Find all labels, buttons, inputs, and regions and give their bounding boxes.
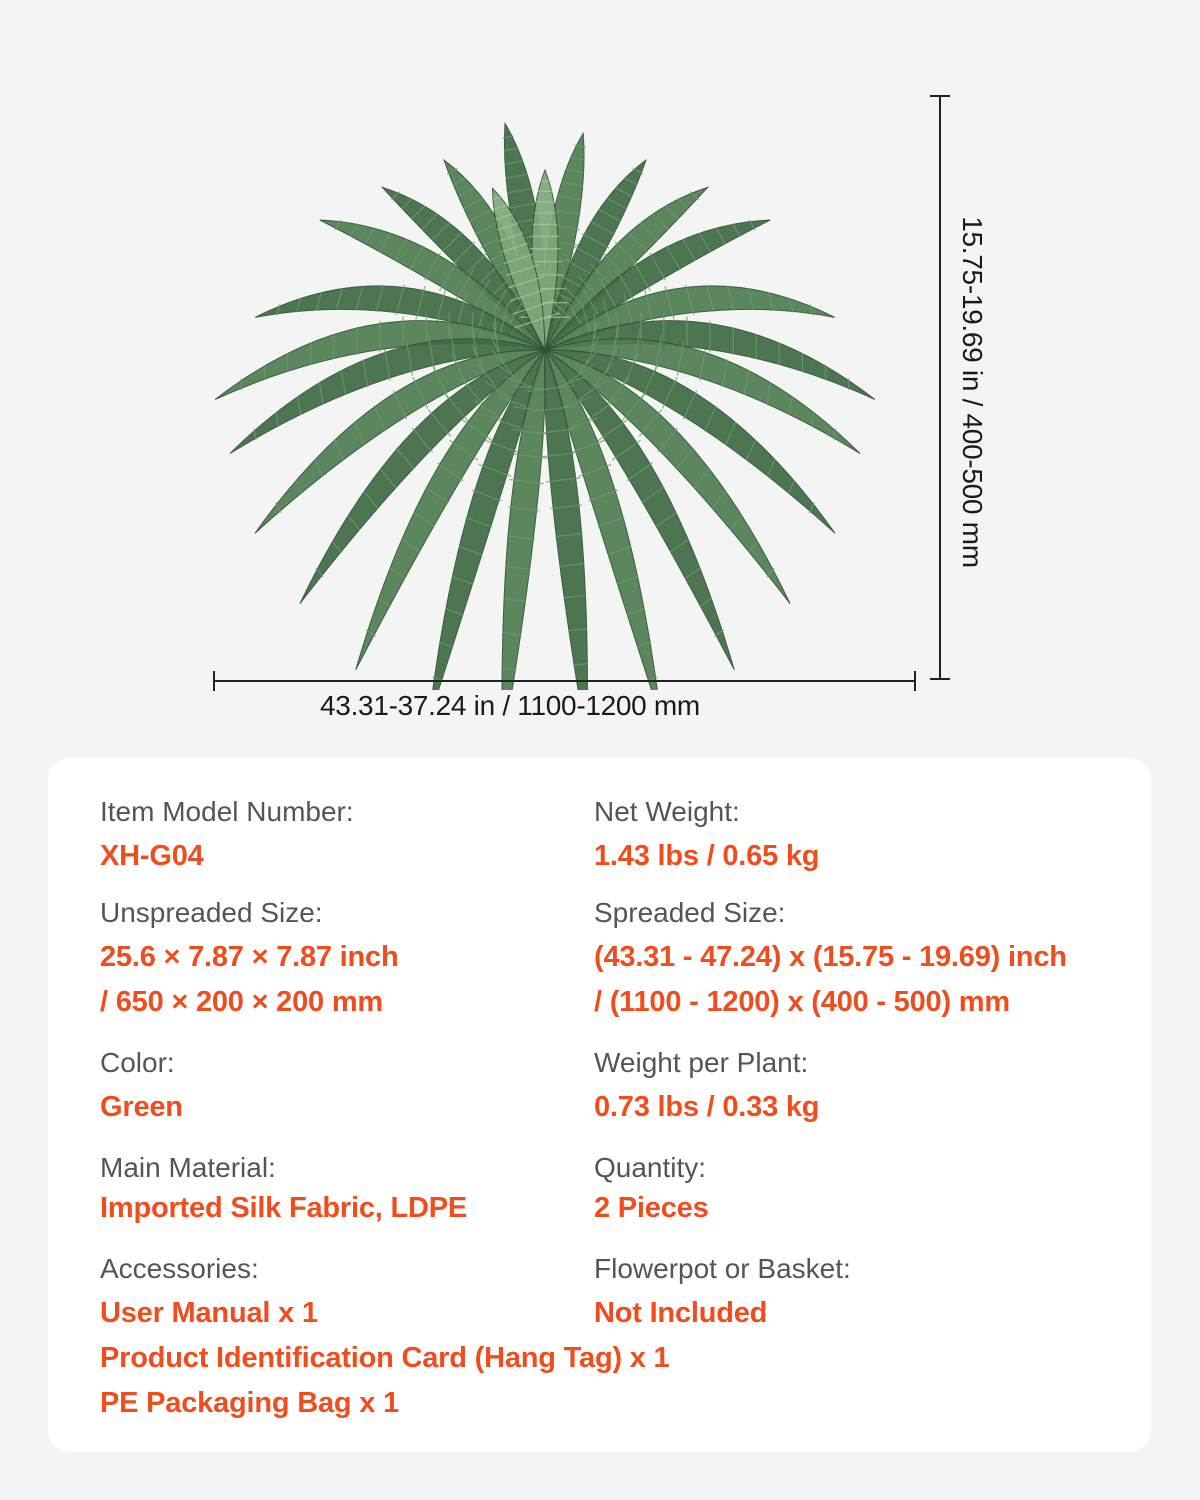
height-dimension-cap-bottom: [930, 678, 950, 680]
spec-value: 0.73 lbs / 0.33 kg: [594, 1091, 820, 1123]
spec-card: [48, 758, 1151, 1452]
spec-main-material: [100, 1150, 467, 1231]
accessory-item: PE Packaging Bag x 1: [100, 1387, 400, 1419]
spec-net-weight: [594, 794, 819, 879]
spec-label: Spreaded Size:: [594, 897, 786, 928]
spec-unspreaded-size: [100, 895, 399, 1025]
spec-label: Flowerpot or Basket:: [594, 1253, 851, 1284]
fern-plant-image: [200, 100, 890, 690]
spec-label: Weight per Plant:: [594, 1047, 809, 1078]
spec-flowerpot: [594, 1251, 851, 1336]
accessory-item: Product Identification Card (Hang Tag) x 1: [100, 1342, 670, 1374]
spec-label: Quantity:: [594, 1152, 707, 1183]
spec-label: Item Model Number:: [100, 796, 354, 827]
spec-value: Not Included: [594, 1297, 768, 1329]
width-dimension-line: [214, 680, 916, 682]
spec-value: 1.43 lbs / 0.65 kg: [594, 840, 820, 872]
spec-spreaded-size: [594, 895, 1067, 1025]
spec-value: Green: [100, 1091, 183, 1123]
height-dimension-label: 15.75-19.69 in / 400-500 mm: [957, 216, 988, 568]
product-hero: [0, 0, 1200, 740]
spec-label: Color:: [100, 1047, 175, 1078]
spec-accessories: [100, 1251, 670, 1426]
spec-model: [100, 794, 354, 879]
spec-color: [100, 1045, 183, 1130]
spec-weight-per-plant: [594, 1045, 819, 1130]
spec-value-line-1: 25.6 × 7.87 × 7.87 inch: [100, 941, 399, 973]
width-dimension-cap-left: [213, 671, 215, 691]
height-dimension-line: [939, 96, 941, 680]
spec-value-line-2: / 650 × 200 × 200 mm: [100, 986, 383, 1018]
spec-value: XH-G04: [100, 840, 204, 872]
spec-label: Accessories:: [100, 1253, 259, 1284]
spec-value-line-1: (43.31 - 47.24) x (15.75 - 19.69) inch: [594, 941, 1067, 973]
spec-label: Unspreaded Size:: [100, 897, 323, 928]
spec-quantity: [594, 1150, 709, 1231]
accessory-item: User Manual x 1: [100, 1297, 318, 1329]
spec-value: Imported Silk Fabric, LDPE: [100, 1192, 468, 1224]
spec-label: Main Material:: [100, 1152, 276, 1183]
width-dimension-cap-right: [914, 671, 916, 691]
spec-label: Net Weight:: [594, 796, 740, 827]
spec-value-line-2: / (1100 - 1200) x (400 - 500) mm: [594, 986, 1010, 1018]
height-dimension-cap-top: [930, 95, 950, 97]
width-dimension-label: 43.31-37.24 in / 1100-1200 mm: [320, 690, 700, 721]
spec-value: 2 Pieces: [594, 1192, 709, 1224]
